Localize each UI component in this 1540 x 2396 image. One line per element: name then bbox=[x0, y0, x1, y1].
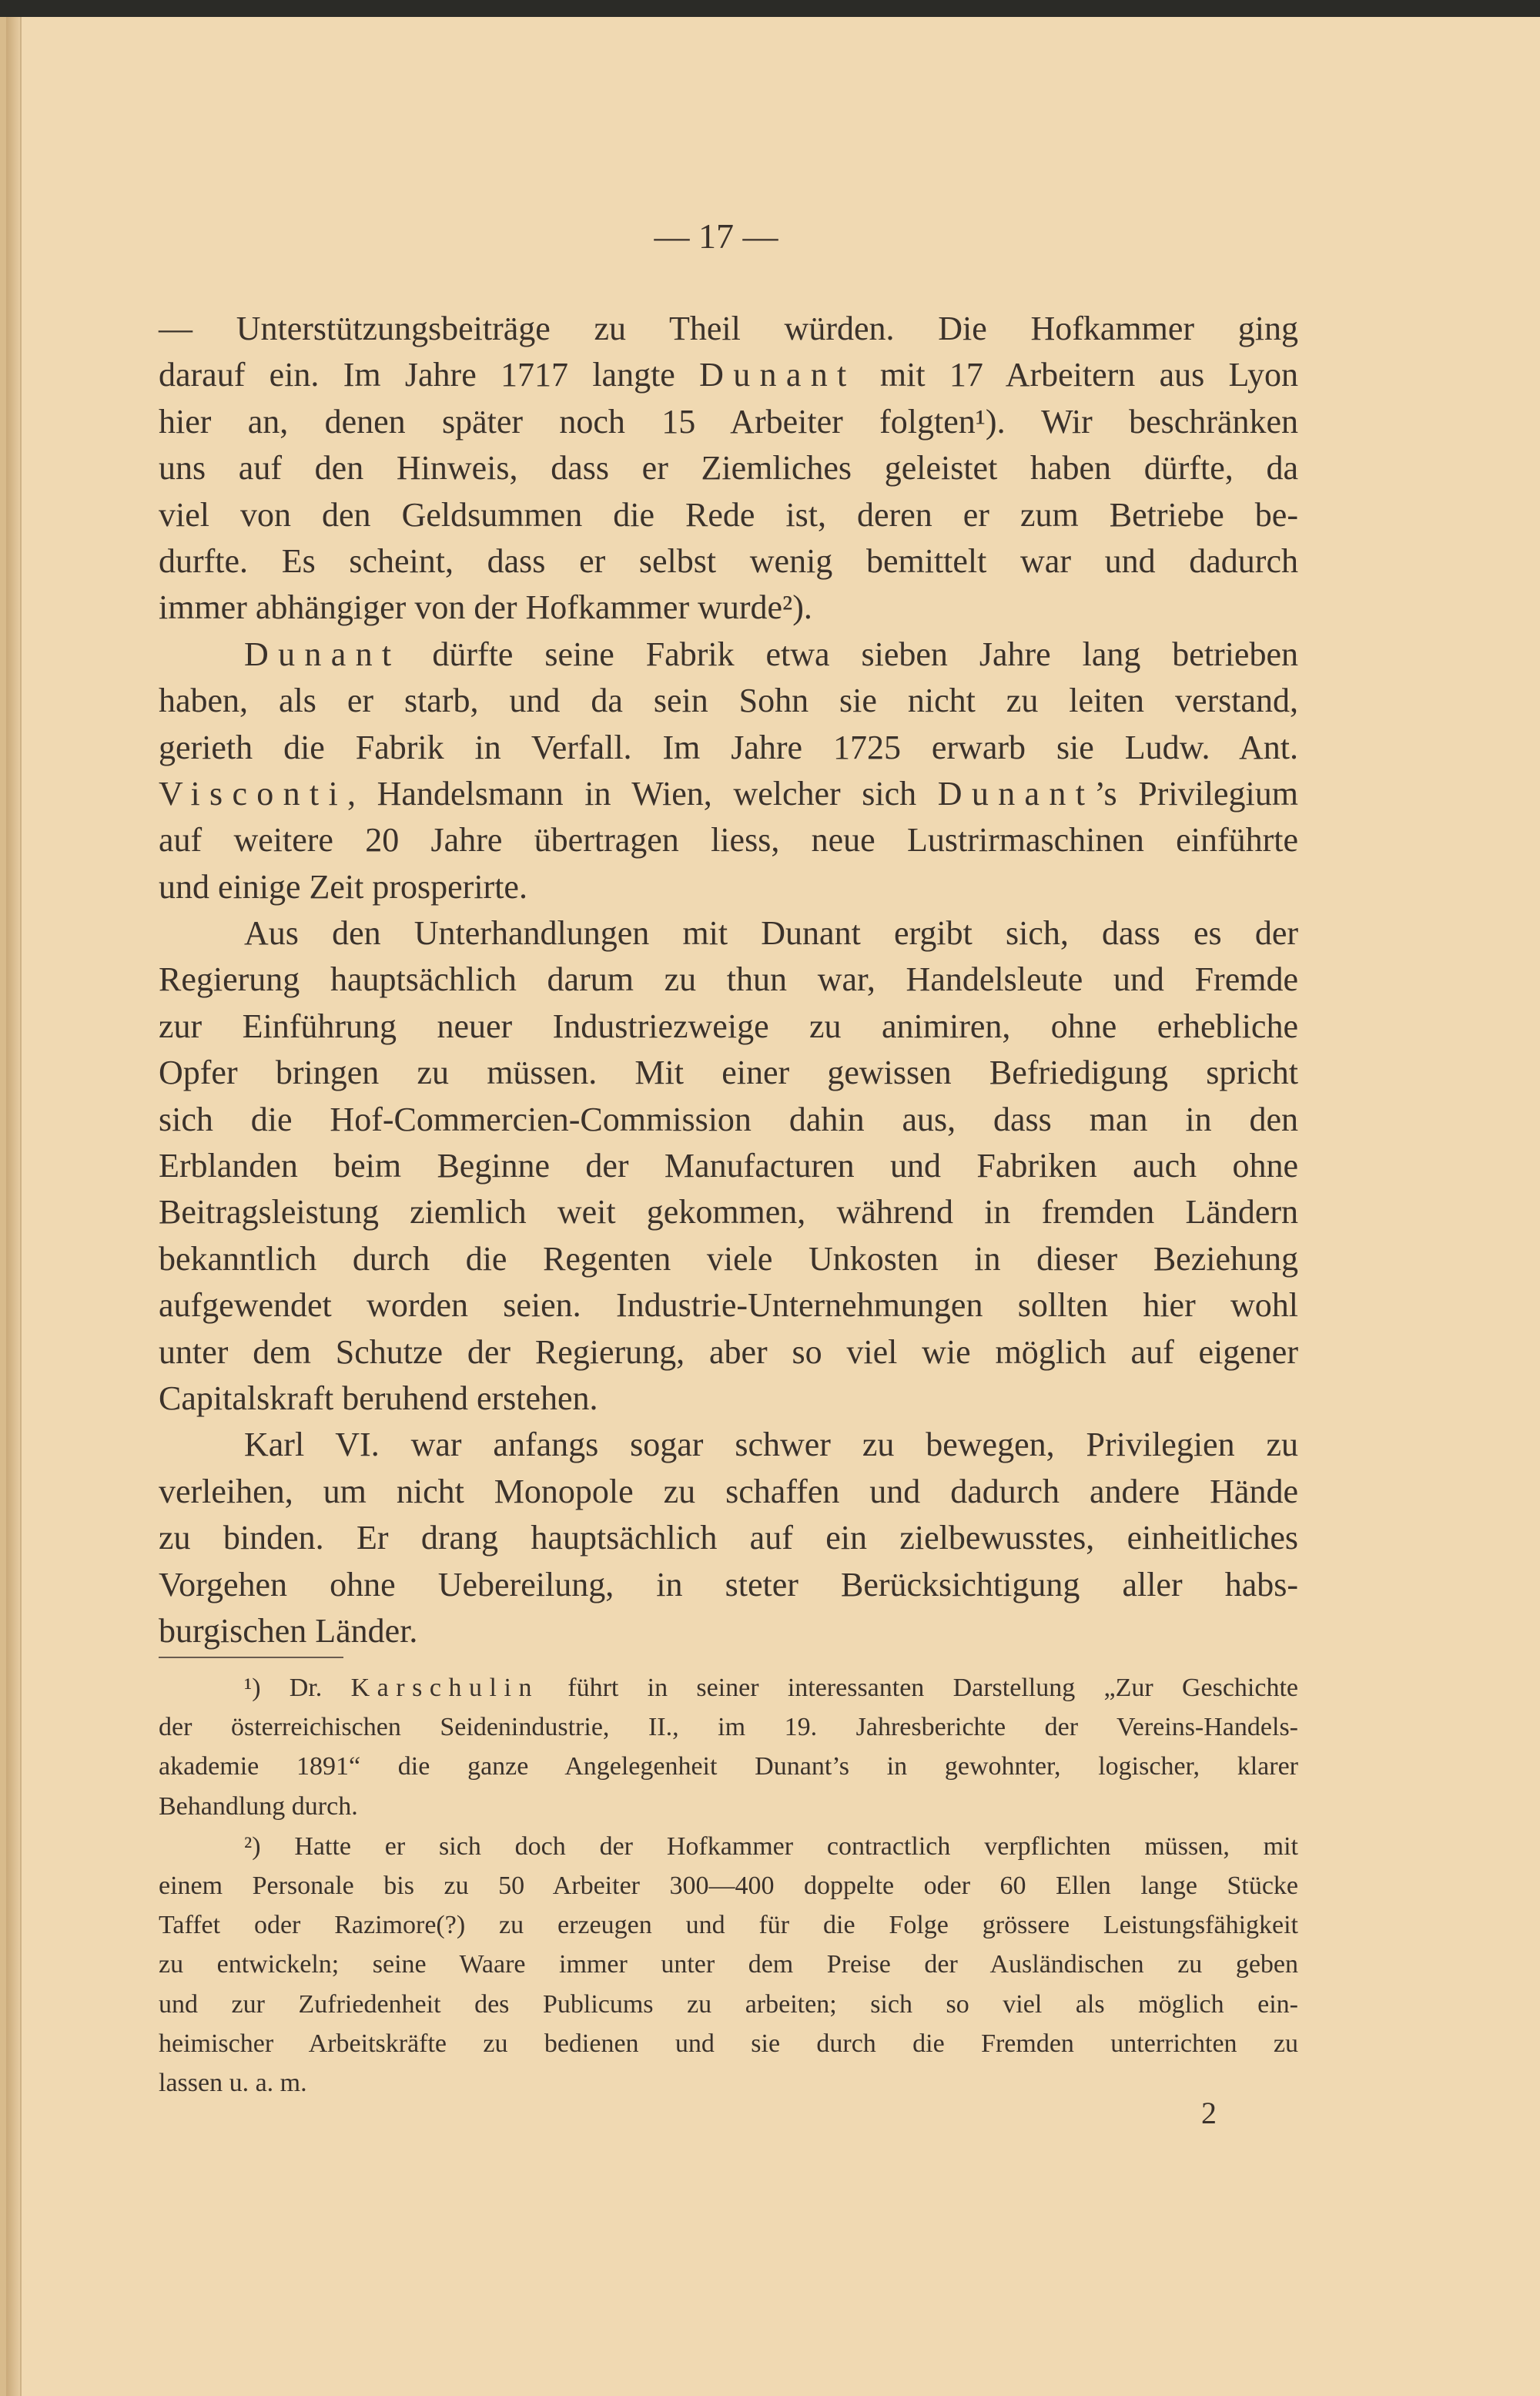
text-line: uns auf den Hinweis, dass er Ziemliches geleistet haben dürfte, da bbox=[159, 449, 1298, 488]
text-line: akademie 1891“ die ganze Angelegenheit Dunant’s in gewohnter, logischer, klarer bbox=[159, 1752, 1298, 1781]
spaced-name: Karschulin bbox=[350, 1674, 539, 1702]
text-line: viel von den Geldsummen die Rede ist, deren er zum Betriebe be- bbox=[159, 495, 1298, 534]
footnote-separator bbox=[159, 1657, 343, 1658]
text-line: Erblanden beim Beginne der Manufacturen und Fabriken auch ohne bbox=[159, 1147, 1298, 1185]
text-line: Karl VI. war anfangs sogar schwer zu bewegen, Privilegien zu bbox=[244, 1426, 1298, 1464]
spaced-name: Visconti bbox=[159, 774, 348, 813]
spaced-name: Dunant bbox=[937, 774, 1095, 813]
text-line: Regierung hauptsächlich darum zu thun war, Handelsleute und Fremde bbox=[159, 960, 1298, 999]
signature-mark: 2 bbox=[1201, 2096, 1217, 2130]
text-line: der österreichischen Seidenindustrie, II., im 19. Jahresberichte der Vereins-Handels- bbox=[159, 1713, 1298, 1742]
paragraph bbox=[159, 632, 1298, 910]
text-line: haben, als er starb, und da sein Sohn sie nicht zu leiten verstand, bbox=[159, 682, 1298, 720]
footnotes bbox=[159, 1668, 1298, 2103]
text-line bbox=[159, 352, 1298, 398]
text-line: verleihen, um nicht Monopole zu schaffen und dadurch andere Hände bbox=[159, 1472, 1298, 1510]
text-line: Vorgehen ohne Uebereilung, in steter Berücksichtigung aller habs- bbox=[159, 1565, 1298, 1603]
page-gutter-line bbox=[20, 17, 22, 2396]
text-segment: ¹) Dr. bbox=[244, 1674, 351, 1702]
text-segment: führt in seiner interessanten Darstellung „Zur Geschichte bbox=[538, 1674, 1298, 1702]
text-line: und zur Zufriedenheit des Publicums zu arbeiten; sich so viel als möglich ein- bbox=[159, 1989, 1298, 2019]
text-line: zu entwickeln; seine Waare immer unter dem Preise der Ausländischen zu geben bbox=[159, 1950, 1298, 1979]
paragraph bbox=[159, 1422, 1298, 1654]
footnote bbox=[159, 1827, 1298, 2103]
text-segment: ’s Privilegium bbox=[1094, 774, 1298, 813]
text-line bbox=[159, 771, 1298, 817]
text-line: Aus den Unterhandlungen mit Dunant ergibt sich, dass es der bbox=[244, 914, 1298, 953]
text-line bbox=[159, 1668, 1298, 1707]
spaced-name: Dunant bbox=[244, 635, 401, 673]
text-line: aufgewendet worden seien. Industrie-Unternehmungen sollten hier wohl bbox=[159, 1286, 1298, 1325]
paragraph bbox=[159, 910, 1298, 1422]
running-header bbox=[0, 216, 1540, 256]
text-line: heimischer Arbeitskräfte zu bedienen und sie durch die Fremden unterrichten zu bbox=[159, 2029, 1298, 2058]
text-line: unter dem Schutze der Regierung, aber so viel wie möglich auf eigener bbox=[159, 1332, 1298, 1371]
main-text bbox=[159, 306, 1298, 1654]
text-segment: darauf ein. Im Jahre 1717 langte bbox=[159, 356, 700, 394]
text-line: bekanntlich durch die Regenten viele Unkosten in dieser Beziehung bbox=[159, 1239, 1298, 1278]
text-line: Beitragsleistung ziemlich weit gekommen, während in fremden Ländern bbox=[159, 1193, 1298, 1232]
text-line: zu binden. Er drang hauptsächlich auf ein zielbewusstes, einheitliches bbox=[159, 1519, 1298, 1557]
footnote bbox=[159, 1668, 1298, 1826]
text-line: einem Personale bis zu 50 Arbeiter 300—400 doppelte oder 60 Ellen lange Stücke bbox=[159, 1871, 1298, 1900]
page-gutter-shadow bbox=[6, 17, 20, 2396]
text-line: immer abhängiger von der Hofkammer wurde²). bbox=[159, 588, 812, 627]
text-line: — Unterstützungsbeiträge zu Theil würden. Die Hofkammer ging bbox=[159, 310, 1298, 347]
text-line: lassen u. a. m. bbox=[159, 2068, 307, 2097]
text-segment: dürfte seine Fabrik etwa sieben Jahre lang betrieben bbox=[400, 635, 1298, 673]
page-edge bbox=[0, 17, 6, 2396]
text-line: ²) Hatte er sich doch der Hofkammer contractlich verpflichten müssen, mit bbox=[244, 1831, 1298, 1861]
text-line: gerieth die Fabrik in Verfall. Im Jahre 1725 erwarb sie Ludw. Ant. bbox=[159, 728, 1298, 766]
text-line: burgischen Länder. bbox=[159, 1611, 418, 1650]
text-line: sich die Hof-Commercien-Commission dahin aus, dass man in den bbox=[159, 1100, 1298, 1138]
text-line: Taffet oder Razimore(?) zu erzeugen und für die Folge grössere Leistungsfähigkeit bbox=[159, 1911, 1298, 1940]
page-number: — 17 — bbox=[654, 216, 778, 256]
spaced-name: Dunant bbox=[699, 356, 856, 394]
text-line: Opfer bringen zu müssen. Mit einer gewissen Befriedigung spricht bbox=[159, 1054, 1298, 1092]
text-line: hier an, denen später noch 15 Arbeiter folgten¹). Wir beschränken bbox=[159, 402, 1298, 441]
text-line bbox=[159, 632, 1298, 678]
text-line: zur Einführung neuer Industriezweige zu animiren, ohne erhebliche bbox=[159, 1007, 1298, 1045]
text-line: und einige Zeit prosperirte. bbox=[159, 867, 527, 906]
text-line: Capitalskraft beruhend erstehen. bbox=[159, 1379, 598, 1417]
text-line: durfte. Es scheint, dass er selbst wenig bemittelt war und dadurch bbox=[159, 541, 1298, 580]
scan-top-border bbox=[0, 0, 1540, 17]
text-line: Behandlung durch. bbox=[159, 1791, 358, 1821]
text-segment: , Handelsmann in Wien, welcher sich bbox=[347, 774, 938, 813]
text-segment: mit 17 Arbeitern aus Lyon bbox=[855, 356, 1298, 394]
paragraph bbox=[159, 306, 1298, 632]
text-line: auf weitere 20 Jahre übertragen liess, neue Lustrirmaschinen einführte bbox=[159, 821, 1298, 860]
